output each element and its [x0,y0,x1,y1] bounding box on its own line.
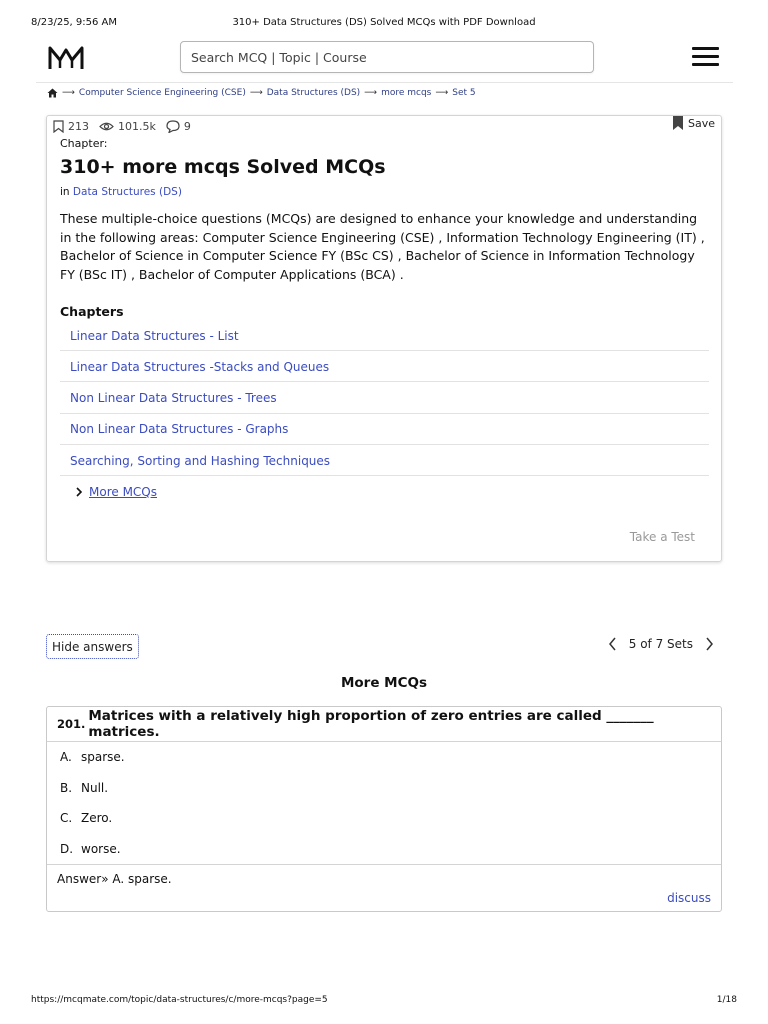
question-card [46,706,722,912]
list-item [60,384,709,414]
breadcrumb-separator: ⟶ [62,88,75,98]
chapter-link[interactable]: Searching, Sorting and Hashing Techniques [70,453,331,468]
chapter-link[interactable]: Non Linear Data Structures - Trees [70,391,277,406]
eye-icon [99,121,114,132]
set-pager [608,637,714,651]
prev-set-button[interactable] [608,637,617,651]
more-mcqs-toggle[interactable] [75,485,157,499]
subject-line [60,186,182,198]
home-icon[interactable] [47,88,58,98]
next-set-button[interactable] [705,637,714,651]
page-title: 310+ more mcqs Solved MCQs [60,156,386,178]
topic-description: These multiple-choice questions (MCQs) are designed to enhance your knowledge and understanding in the following areas: Computer Science Engineering (CSE) , Information Technology Engineering (IT) , Bachelor of Science in Computer Science FY (BSc CS) , Bachelor of Science in Information Technology FY (BSc IT) , Bachelor of Computer Applications (BCA) . [60,211,705,282]
topic-card [46,115,722,562]
option-letter: D. [60,841,74,856]
breadcrumb-separator: ⟶ [435,88,449,98]
comment-count [166,120,191,133]
print-page-number: 1/18 [716,995,737,1005]
option-letter: A. [60,750,72,765]
option-list [47,742,721,864]
breadcrumb-separator: ⟶ [364,88,378,98]
list-item [60,446,709,476]
print-title: 310+ Data Structures (DS) Solved MCQs with PDF Download [232,17,536,28]
chapters-heading: Chapters [60,304,124,319]
print-date: 8/23/25, 9:56 AM [31,17,118,28]
breadcrumb-item-more-mcqs[interactable]: more mcqs [381,88,432,98]
breadcrumb-separator: ⟶ [249,88,263,98]
breadcrumb [47,88,476,98]
comment-count-value: 9 [183,120,191,133]
option-text: worse. [81,841,121,856]
option-item[interactable] [47,803,721,834]
mcqmate-logo-icon[interactable] [48,44,84,72]
chapter-link[interactable]: Linear Data Structures - List [70,328,239,343]
bookmark-count [53,120,89,133]
option-item[interactable] [47,834,721,865]
more-mcqs-link[interactable]: More MCQs [89,485,157,499]
chapter-list [60,321,709,477]
bookmark-icon [53,120,64,133]
question-header [47,707,721,742]
chapter-label: Chapter: [60,137,108,150]
question-text: Matrices with a relatively high proportion of zero entries are called _______ matrices. [88,708,654,740]
hamburger-menu-icon[interactable] [692,47,719,67]
bookmark-count-value: 213 [68,120,89,133]
subject-link[interactable]: Data Structures (DS) [72,186,182,198]
top-navbar [36,38,733,83]
option-text: sparse. [81,750,125,765]
option-letter: C. [60,811,73,826]
question-number: 201. [57,717,86,731]
discuss-link[interactable]: discuss [667,891,711,905]
answer-text: Answer» A. sparse. [47,864,721,886]
list-item [60,352,709,382]
view-count-value: 101.5k [118,120,156,133]
chapter-link[interactable]: Non Linear Data Structures - Graphs [70,422,289,437]
option-item[interactable] [47,742,721,773]
breadcrumb-item-cse[interactable]: Computer Science Engineering (CSE) [78,88,246,98]
chapter-link[interactable]: Linear Data Structures -Stacks and Queues [70,359,330,374]
chevron-right-icon [705,637,714,651]
save-button[interactable] [672,116,715,130]
list-item [60,321,709,351]
option-text: Null. [81,780,109,795]
chevron-left-icon [608,637,617,651]
option-text: Zero. [81,811,113,826]
search-input[interactable] [180,41,594,73]
take-test-button[interactable]: Take a Test [629,530,695,544]
breadcrumb-item-ds[interactable]: Data Structures (DS) [266,88,361,98]
option-item[interactable] [47,773,721,804]
option-letter: B. [60,780,73,795]
pager-text: 5 of 7 Sets [628,637,693,651]
save-label: Save [687,116,715,130]
bookmark-filled-icon [672,116,684,130]
in-label: in [60,186,70,198]
view-count [99,120,156,133]
hide-answers-button[interactable]: Hide answers [46,634,139,659]
section-heading: More MCQs [340,675,428,691]
chevron-right-icon [75,487,83,497]
list-item [60,415,709,445]
breadcrumb-item-set[interactable]: Set 5 [452,88,476,98]
topic-stats [53,120,201,133]
comment-icon [166,120,180,133]
print-url: https://mcqmate.com/topic/data-structures/c/more-mcqs?page=5 [31,995,328,1005]
